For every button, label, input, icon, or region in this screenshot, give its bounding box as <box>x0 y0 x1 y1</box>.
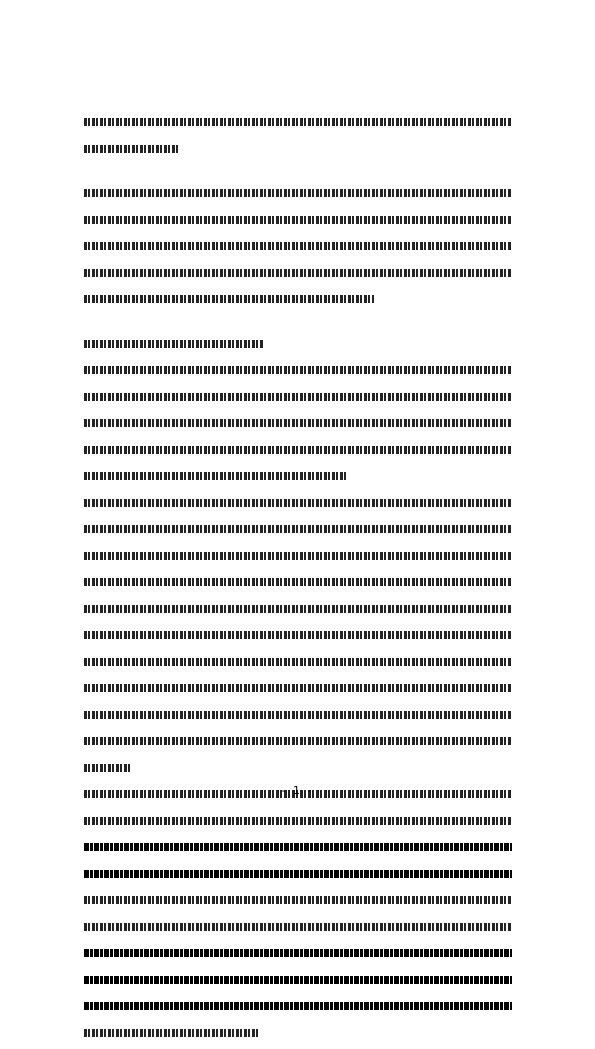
text-line <box>84 387 512 407</box>
text-line <box>84 183 512 203</box>
text-line <box>84 705 512 725</box>
text-line <box>84 678 512 698</box>
intro-paragraph <box>84 112 512 159</box>
section-heading <box>84 334 512 354</box>
text-line <box>84 917 512 937</box>
text-line <box>84 440 512 460</box>
text-line <box>84 413 512 433</box>
text-line <box>84 210 512 230</box>
page-number: - 1 - <box>281 784 314 797</box>
text-line <box>84 758 512 778</box>
text-line <box>84 263 512 283</box>
page-body <box>84 112 512 1049</box>
text-line <box>84 360 512 380</box>
body-paragraph-3 <box>84 493 512 778</box>
body-paragraph-1 <box>84 183 512 309</box>
text-line <box>84 943 512 963</box>
text-line <box>84 493 512 513</box>
text-line <box>84 599 512 619</box>
text-line <box>84 864 512 884</box>
text-line <box>84 236 512 256</box>
text-line <box>84 546 512 566</box>
text-line <box>84 519 512 539</box>
heading-line <box>84 334 512 354</box>
text-line <box>84 970 512 990</box>
text-line <box>84 837 512 857</box>
body-paragraph-4 <box>84 784 512 1043</box>
text-line <box>84 466 512 486</box>
text-line <box>84 731 512 751</box>
text-line <box>84 289 512 309</box>
text-line <box>84 572 512 592</box>
text-line <box>84 1023 512 1043</box>
text-line <box>84 652 512 672</box>
text-line <box>84 139 512 159</box>
text-line <box>84 625 512 645</box>
body-paragraph-2 <box>84 360 512 486</box>
text-line <box>84 112 512 132</box>
text-line <box>84 996 512 1016</box>
text-line <box>84 890 512 910</box>
text-line <box>84 811 512 831</box>
